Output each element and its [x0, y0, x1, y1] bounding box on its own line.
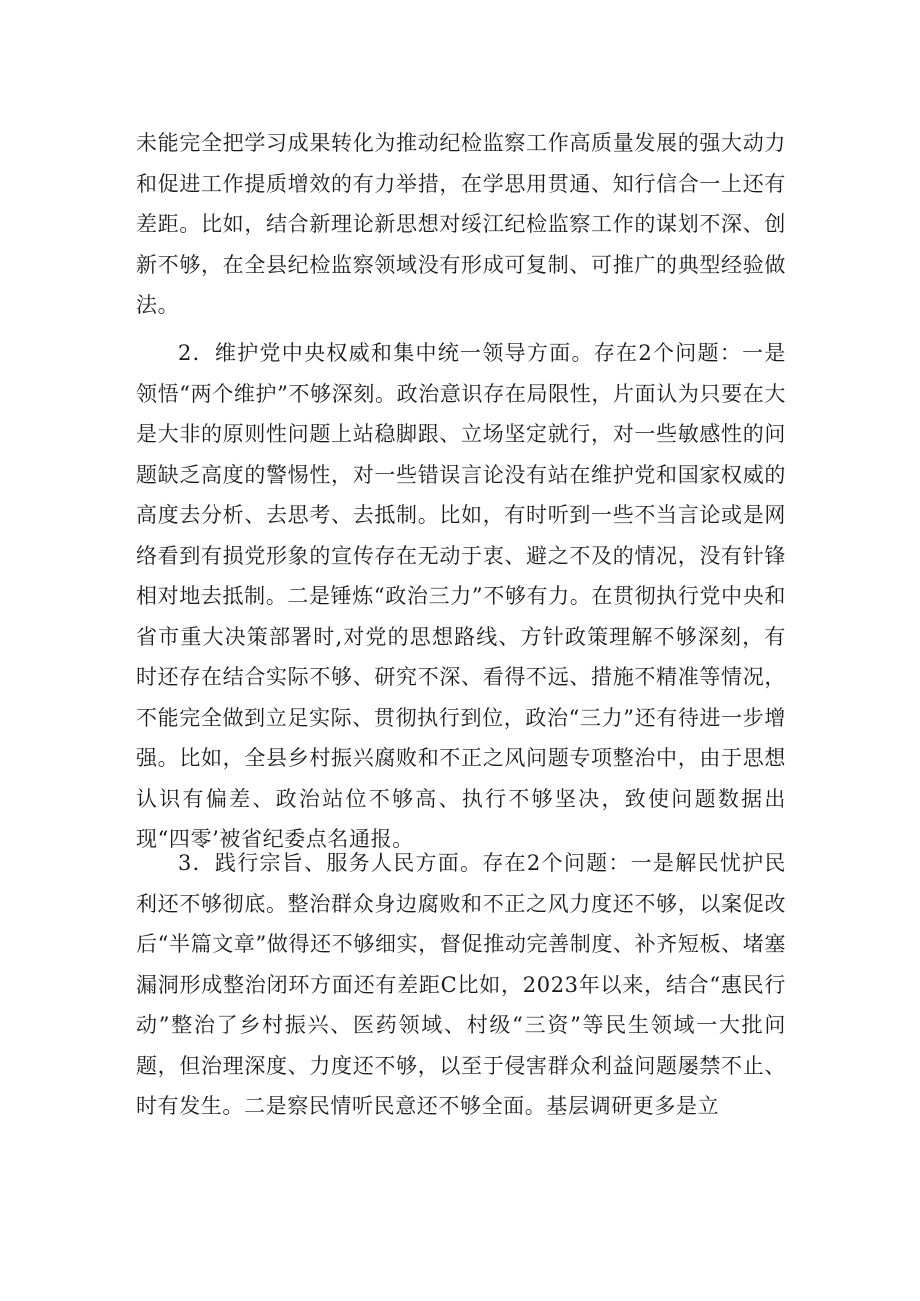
paragraph-learning-outcomes: 未能完全把学习成果转化为推动纪检监察工作高质量发展的强大动力和促进工作提质增效的有力举措，在学思用贯通、知行信合一上还有差距。比如，结合新理论新思想对绥江纪检监察工作的谋划不深、创新不够，在全县纪检监察领域没有形成可复制、可推广的典型经验做法。 — [136, 131, 786, 317]
paragraph-party-authority: 2．维护党中央权威和集中统一领导方面。存在2个问题：一是领悟“两个维护”不够深刻。政治意识存在局限性，片面认为只要在大是大非的原则性问题上站稳脚跟、立场坚定就行，对一些敏感性的问题缺乏高度的警惕性，对一些错误言论没有站在维护党和国家权威的高度去分析、去思考、去抵制。比如，有时听到一些不当言论或是网络看到有损党形象的宣传存在无动于衷、避之不及的情况，没有针锋相对地去抵制。二是锤炼“政治三力”不够有力。在贯彻执行党中央和省市重大决策部署时,对党的思想路线、方针政策理解不够深刻，有时还存在结合实际不够、研究不深、看得不远、措施不精准等情况，不能完全做到立足实际、贯彻执行到位，政治“三力”还有待进一步增强。比如，全县乡村振兴腐败和不正之风问题专项整治中，由于思想认识有偏差、政治站位不够高、执行不够坚决，致使问题数据出现“四零’被省纪委点名通报。 — [136, 341, 786, 851]
paragraph-serving-people: 3．践行宗旨、服务人民方面。存在2个问题：一是解民忧护民利还不够彻底。整治群众身边腐败和不正之风力度还不够，以案促改后“半篇文章”做得还不够细实，督促推动完善制度、补齐短板、堵塞漏洞形成整治闭环方面还有差距C比如，2023年以来，结合“惠民行动”整治了乡村振兴、医药领域、村级“三资”等民生领域一大批问题，但治理深度、力度还不够，以至于侵害群众利益问题屡禁不止、时有发生。二是察民情听民意还不够全面。基层调研更多是立 — [136, 851, 786, 1118]
